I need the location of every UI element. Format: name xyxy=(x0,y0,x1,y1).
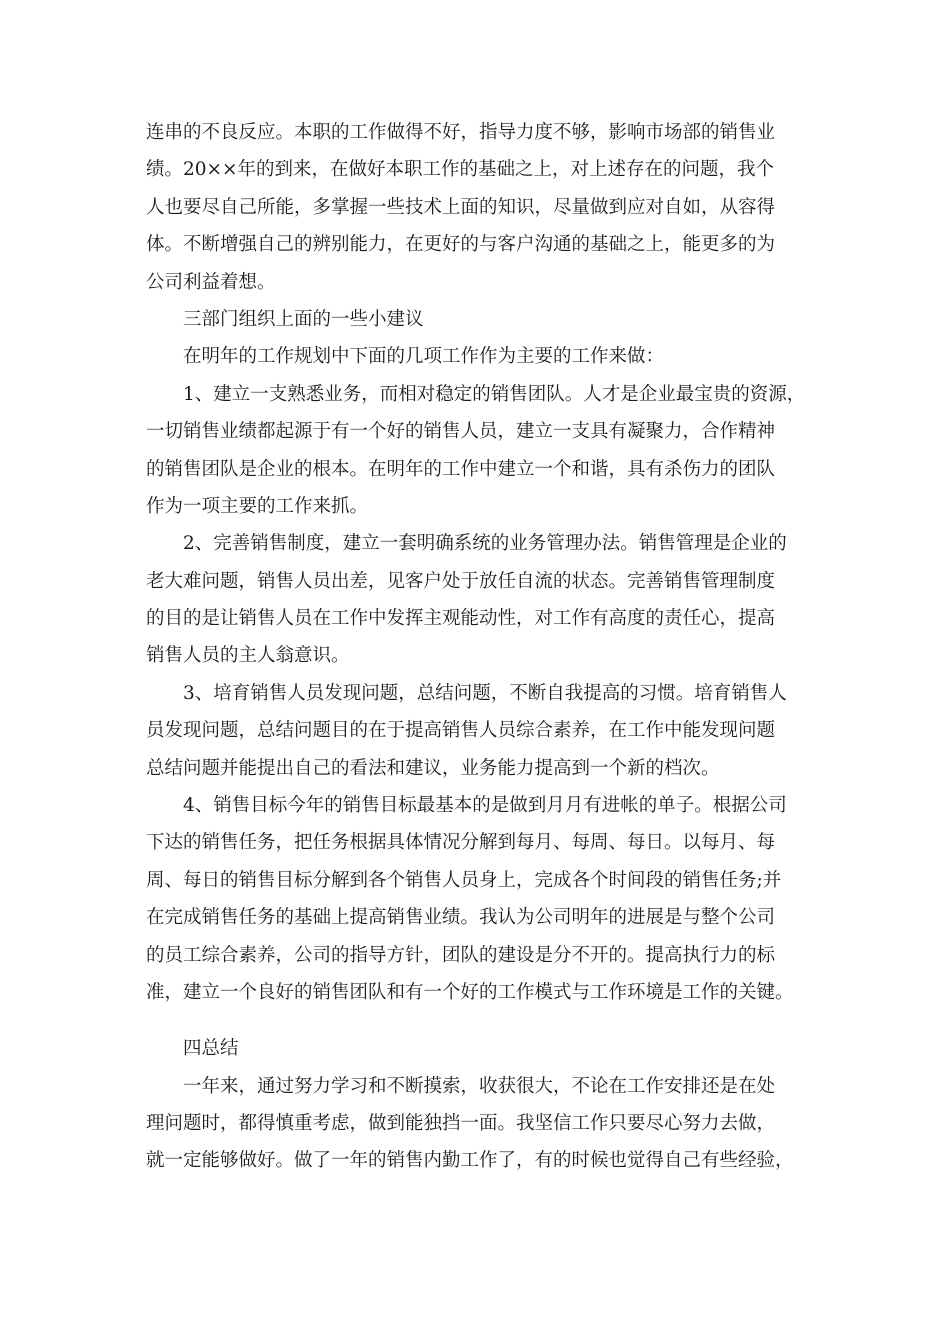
text-line: 4、销售目标今年的销售目标最基本的是做到月月有进帐的单子。根据公司 xyxy=(183,795,787,817)
section-heading-suggestions: 三部门组织上面的一些小建议 xyxy=(183,308,424,330)
list-item-sales-targets xyxy=(146,787,826,1011)
text-line: 1、建立一支熟悉业务，而相对稳定的销售团队。人才是企业最宝贵的资源， xyxy=(183,383,806,405)
text-line: 的员工综合素养，公司的指导方针，团队的建设是分不开的。提高执行力的标 xyxy=(146,944,776,966)
text-line: 就一定能够做好。做了一年的销售内勤工作了，有的时候也觉得自己有些经验， xyxy=(146,1150,794,1172)
section-intro: 在明年的工作规划中下面的几项工作作为主要的工作来做： xyxy=(183,346,665,368)
text-line: 总结问题并能提出自己的看法和建议，业务能力提高到一个新的档次。 xyxy=(146,757,720,779)
text-line: 在完成销售任务的基础上提高销售业绩。我认为公司明年的进展是与整个公司 xyxy=(146,907,776,929)
text-line: 体。不断增强自己的辨别能力，在更好的与客户沟通的基础之上，能更多的为 xyxy=(146,234,776,256)
paragraph-spacer xyxy=(146,1011,826,1030)
section-heading-summary: 四总结 xyxy=(183,1038,239,1060)
text-line: 人也要尽自己所能，多掌握一些技术上面的知识，尽量做到应对自如，从容得 xyxy=(146,196,776,218)
text-line: 2、完善销售制度，建立一套明确系统的业务管理办法。销售管理是企业的 xyxy=(183,533,787,555)
text-line: 理问题时，都得慎重考虑，做到能独挡一面。我坚信工作只要尽心努力去做， xyxy=(146,1112,776,1134)
text-line: 作为一项主要的工作来抓。 xyxy=(146,495,369,517)
text-line: 下达的销售任务，把任务根据具体情况分解到每月、每周、每日。以每月、每 xyxy=(146,832,776,854)
list-item-problem-solving xyxy=(146,675,826,787)
text-line: 一切销售业绩都起源于有一个好的销售人员，建立一支具有凝聚力，合作精神 xyxy=(146,421,776,443)
text-line: 销售人员的主人翁意识。 xyxy=(146,645,350,667)
paragraph-summary xyxy=(146,1068,826,1180)
text-line: 周、每日的销售目标分解到各个销售人员身上，完成各个时间段的销售任务;并 xyxy=(146,869,782,891)
text-line: 的目的是让销售人员在工作中发挥主观能动性，对工作有高度的责任心，提高 xyxy=(146,608,776,630)
text-line: 老大难问题，销售人员出差，见客户处于放任自流的状态。完善销售管理制度 xyxy=(146,570,776,592)
text-line: 准，建立一个良好的销售团队和有一个好的工作模式与工作环境是工作的关键。 xyxy=(146,981,794,1003)
text-line: 3、培育销售人员发现问题，总结问题，不断自我提高的习惯。培育销售人 xyxy=(183,682,787,704)
text-line: 连串的不良反应。本职的工作做得不好，指导力度不够，影响市场部的销售业 xyxy=(146,122,776,143)
document-body xyxy=(146,114,826,1180)
list-item-sales-team xyxy=(146,376,826,526)
list-item-sales-system xyxy=(146,525,826,675)
paragraph-self-improvement xyxy=(146,114,826,301)
text-line: 一年来，通过努力学习和不断摸索，收获很大，不论在工作安排还是在处 xyxy=(183,1075,776,1097)
text-line: 员发现问题，总结问题目的在于提高销售人员综合素养，在工作中能发现问题 xyxy=(146,720,776,742)
text-line: 公司利益着想。 xyxy=(146,271,276,293)
text-line: 的销售团队是企业的根本。在明年的工作中建立一个和谐，具有杀伤力的团队 xyxy=(146,458,776,480)
text-line: 绩。20××年的到来，在做好本职工作的基础之上，对上述存在的问题，我个 xyxy=(146,159,775,181)
